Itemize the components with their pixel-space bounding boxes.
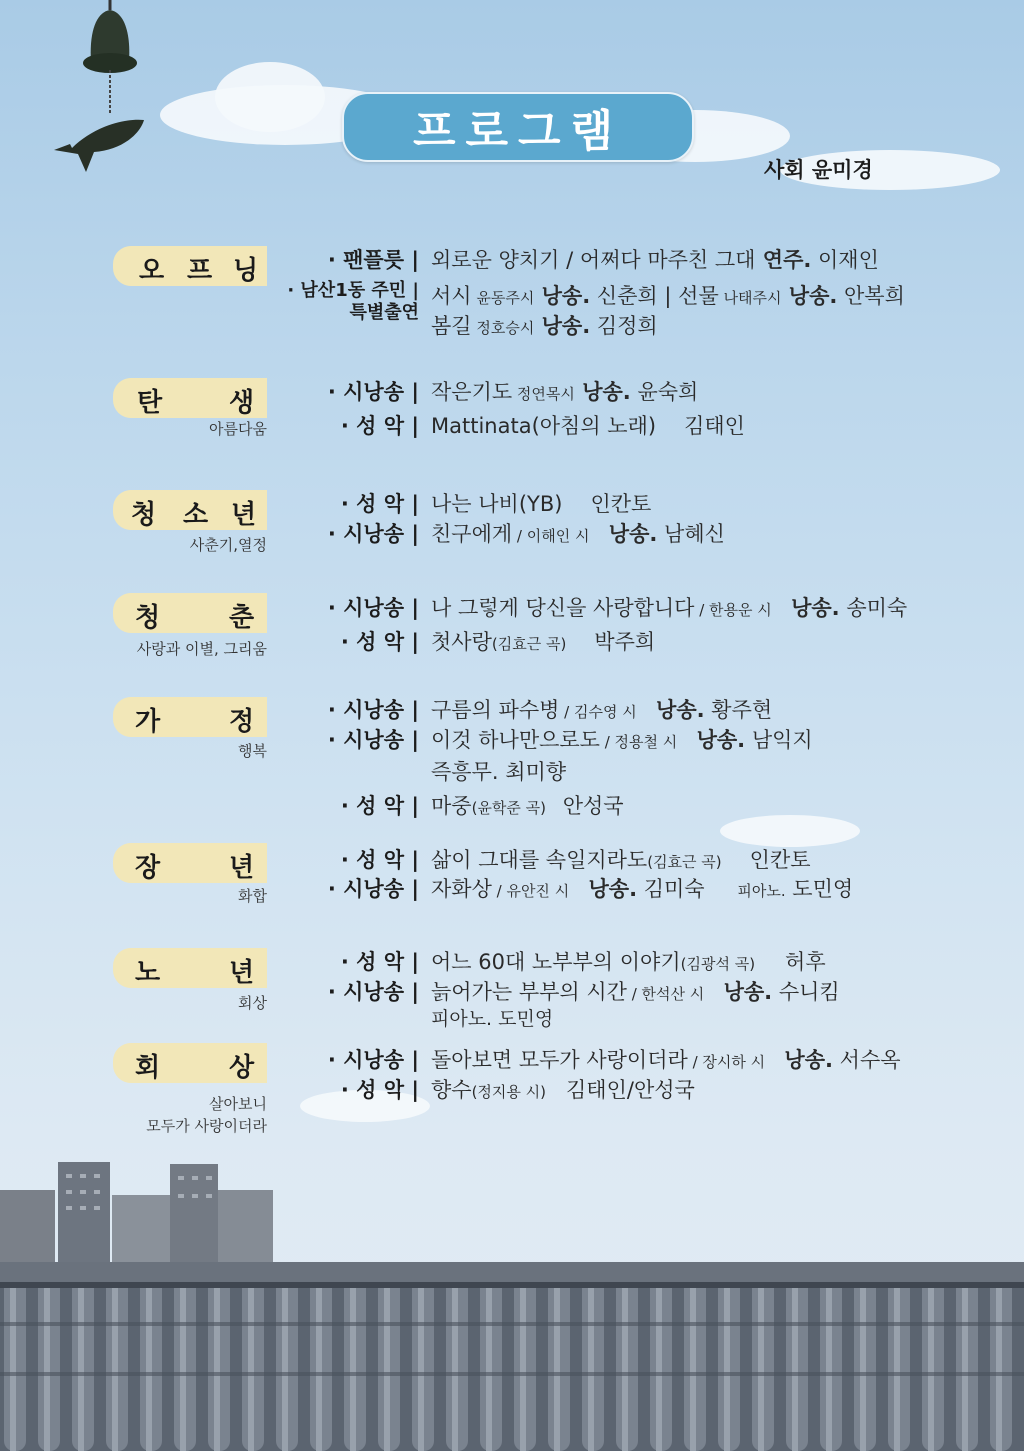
section-subtitle: 회상 <box>238 994 267 1012</box>
program-row: · 시낭송 | 구름의 파수병 / 김수영 시 낭송. 황주현 <box>327 698 773 722</box>
program-row: · 남산1동 주민 | 특별출연 서시 윤동주시 낭송. 신춘희 | 선물 나태주시 낭송. 안복희 <box>287 280 905 323</box>
section-label-middle-age: 장 년 <box>113 843 267 883</box>
host-label: 사회 윤미경 <box>764 158 873 182</box>
program-row: · 성 악 | 나는 나비(YB) 인칸토 <box>340 492 652 516</box>
program-row: · 성 악 | 향수(정지용 시) 김태인/안성국 <box>340 1078 695 1102</box>
city-skyline <box>0 1150 300 1280</box>
program-row: 즉흥무. 최미향 <box>431 760 567 784</box>
program-row: · 시낭송 | 이것 하나만으로도 / 정용철 시 낭송. 남익지 <box>327 728 813 752</box>
section-subtitle: 아름다움 <box>209 420 267 438</box>
hanok-roof <box>0 1262 1024 1451</box>
page-title: 프로그램 <box>342 92 694 162</box>
program-row: · 성 악 | 삶이 그대를 속일지라도(김효근 곡) 인칸토 <box>340 848 811 872</box>
section-subtitle: 사춘기,열정 <box>189 536 267 554</box>
section-label-family: 가 정 <box>113 697 267 737</box>
section-label-old-age: 노 년 <box>113 948 267 988</box>
program-row: 피아노. 도민영 <box>431 1008 554 1030</box>
program-row: · 팬플릇 | 외로운 양치기 / 어쩌다 마주친 그대 연주. 이재인 <box>327 248 879 272</box>
program-row: · 시낭송 | 돌아보면 모두가 사랑이더라 / 장시하 시 낭송. 서수옥 <box>327 1048 901 1072</box>
program-row: 봄길 정호승시 낭송. 김정희 <box>431 314 658 338</box>
section-subtitle: 사랑과 이별, 그리움 <box>136 640 267 658</box>
program-row: · 시낭송 | 나 그렇게 당신을 사랑합니다 / 한용운 시 낭송. 송미숙 <box>327 596 908 620</box>
program-row: · 성 악 | Mattinata(아침의 노래) 김태인 <box>340 414 745 438</box>
fish-chime-icon <box>52 110 152 180</box>
program-row: · 성 악 | 첫사랑(김효근 곡) 박주희 <box>340 630 656 654</box>
program-row: · 시낭송 | 자화상 / 유안진 시 낭송. 김미숙 피아노. 도민영 <box>327 877 854 901</box>
section-label-opening: 오 프 닝 <box>113 246 267 286</box>
section-subtitle: 화합 <box>238 887 267 905</box>
section-label-birth: 탄 생 <box>113 378 267 418</box>
section-label-springtime: 청 춘 <box>113 593 267 633</box>
section-subtitle: 살아보니 모두가 사랑이더라 <box>146 1095 267 1135</box>
program-row: · 성 악 | 어느 60대 노부부의 이야기(김광석 곡) 허후 <box>340 950 826 974</box>
section-label-youth: 청 소 년 <box>113 490 267 530</box>
section-subtitle: 행복 <box>238 742 267 760</box>
program-row: · 시낭송 | 늙어가는 부부의 시간 / 한석산 시 낭송. 수니킴 <box>327 980 840 1004</box>
section-label-reflection: 회 상 <box>113 1043 267 1083</box>
program-row: · 시낭송 | 친구에게 / 이해인 시 낭송. 남혜신 <box>327 522 725 546</box>
program-row: · 시낭송 | 작은기도 정연목시 낭송. 윤숙희 <box>327 380 699 404</box>
program-row: · 성 악 | 마중(윤학준 곡) 안성국 <box>340 794 624 818</box>
